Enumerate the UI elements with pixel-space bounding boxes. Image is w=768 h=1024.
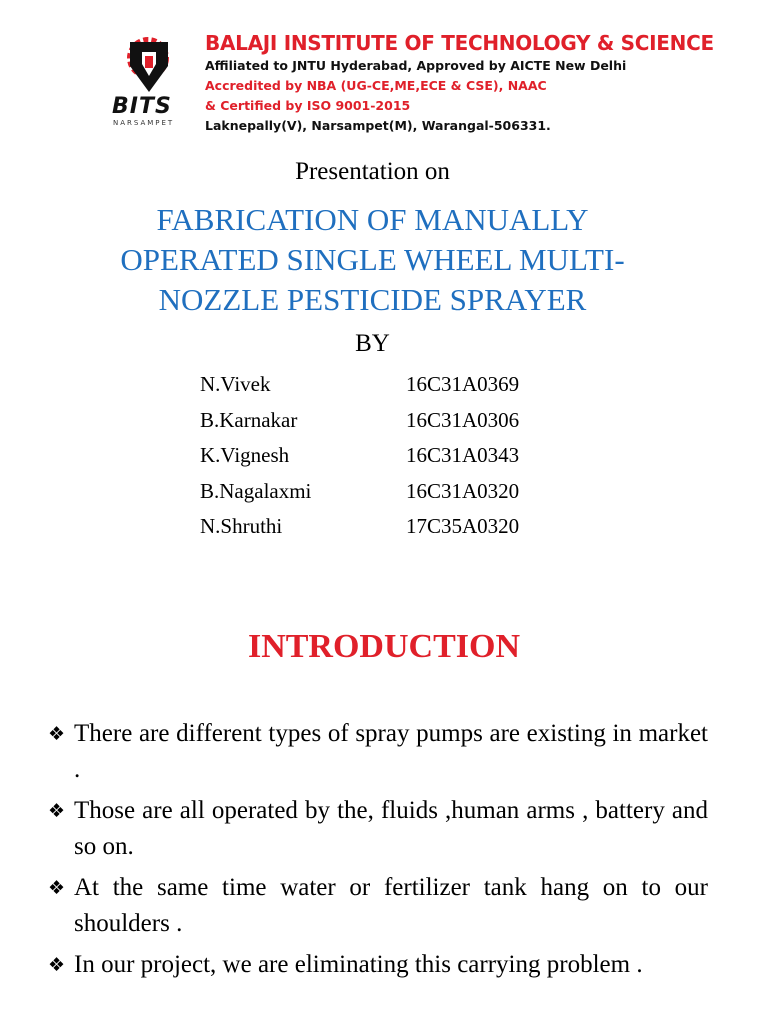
diamond-bullet-icon: ❖ [48, 954, 66, 976]
address-line: Laknepally(V), Narsampet(M), Warangal-506331. [205, 118, 551, 133]
bullet-text: In our project, we are eliminating this carrying problem . [74, 951, 643, 978]
member-id: 16C31A0320 [406, 478, 520, 503]
member-name: B.Nagalaxmi [200, 478, 312, 503]
member-name: N.Vivek [200, 372, 271, 396]
member-id: 17C35A0320 [406, 514, 520, 538]
member-id: 16C31A0343 [406, 443, 520, 467]
title-line: NOZZLE PESTICIDE SPRAYER [158, 282, 587, 317]
diamond-bullet-icon: ❖ [48, 723, 66, 745]
diamond-bullet-icon: ❖ [48, 877, 66, 899]
title-line: FABRICATION OF MANUALLY [156, 202, 589, 237]
accreditation-line: Accredited by NBA (UG-CE,ME,ECE & CSE), NAAC [205, 78, 547, 93]
member-row [200, 403, 600, 439]
bullet-text: There are different types of spray pumps are existing in market . [74, 720, 708, 783]
bullet-item [48, 870, 708, 942]
logo-subtext: NARSAMPET [113, 119, 175, 127]
member-name: N.Shruthi [200, 514, 283, 538]
title-line: OPERATED SINGLE WHEEL MULTI- [120, 242, 625, 277]
institute-name: BALAJI INSTITUTE OF TECHNOLOGY & SCIENCE [205, 31, 714, 55]
by-label: BY [355, 330, 390, 357]
bullet-item [48, 716, 708, 788]
member-row [200, 509, 600, 545]
logo-text: BITS [112, 94, 172, 119]
member-id: 16C31A0306 [406, 407, 520, 432]
certification-line: & Certified by ISO 9001-2015 [205, 98, 411, 113]
member-row [200, 474, 600, 510]
bullet-text: Those are all operated by the, fluids ,human arms , battery and so on. [74, 797, 708, 860]
diamond-bullet-icon: ❖ [48, 800, 66, 822]
bullet-item [48, 793, 708, 865]
institute-header [0, 0, 768, 140]
section-heading: INTRODUCTION [247, 628, 521, 665]
affiliation-line: Affiliated to JNTU Hyderabad, Approved by AICTE New Delhi [205, 58, 627, 73]
member-id: 16C31A0369 [406, 372, 520, 396]
member-row [200, 438, 600, 474]
bullet-text: At the same time water or fertilizer tank hang on to our shoulders . [74, 874, 708, 937]
presentation-on-label: Presentation on [295, 158, 450, 185]
bullet-item [48, 947, 708, 983]
institute-info [205, 30, 714, 136]
member-row [200, 367, 600, 403]
project-title [60, 200, 685, 320]
member-list [200, 367, 600, 545]
bullet-list [48, 716, 708, 988]
member-name: K.Vignesh [200, 443, 290, 467]
member-name: B.Karnakar [200, 407, 298, 432]
